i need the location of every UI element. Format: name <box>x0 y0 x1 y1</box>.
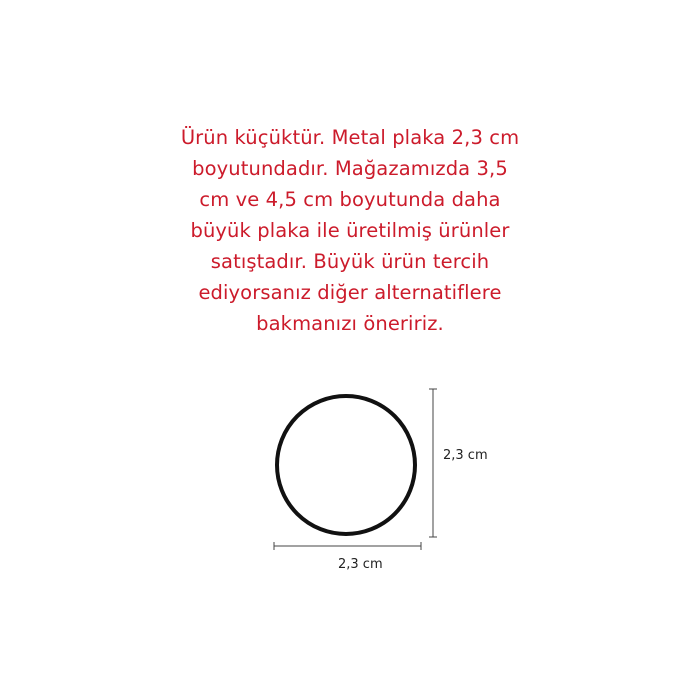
height-dimension-label: 2,3 cm <box>443 448 488 463</box>
notice-line: cm ve 4,5 cm boyutunda daha <box>199 188 501 211</box>
metal-plate-circle <box>277 396 415 534</box>
notice-line: satıştadır. Büyük ürün tercih <box>210 250 490 273</box>
notice-line: Ürün küçüktür. Metal plaka 2,3 cm <box>180 126 520 149</box>
notice-line: bakmanızı öneririz. <box>256 312 444 335</box>
notice-line: ediyorsanız diğer alternatiflere <box>198 281 502 304</box>
width-dimension-label: 2,3 cm <box>338 557 383 572</box>
notice-line: boyutundadır. Mağazamızda 3,5 <box>192 157 508 180</box>
notice-line: büyük plaka ile üretilmiş ürünler <box>190 219 510 242</box>
